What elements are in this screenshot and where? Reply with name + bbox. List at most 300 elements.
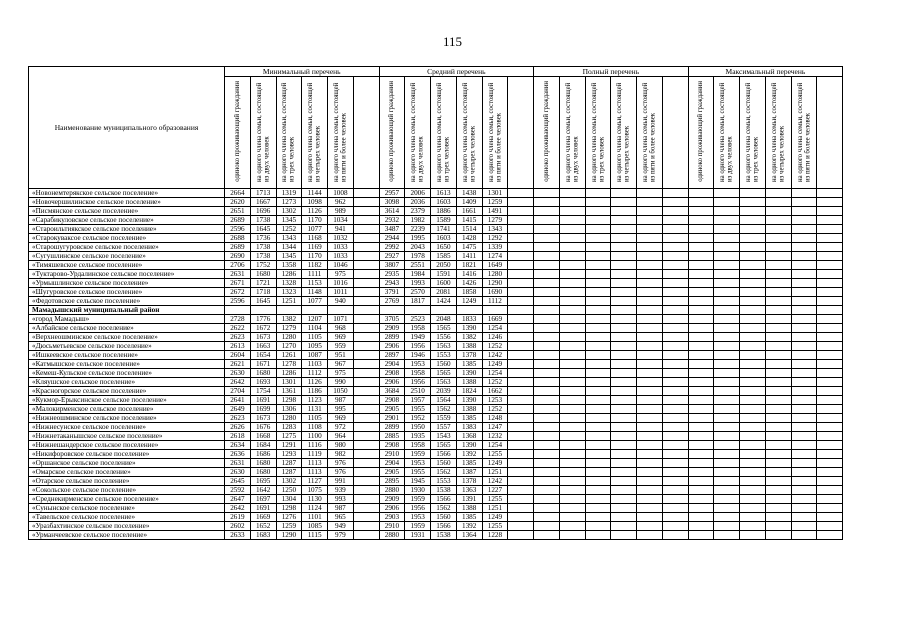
- value-cell: 1652: [250, 522, 276, 531]
- value-cell: 1098: [302, 198, 328, 207]
- value-cell: 1387: [456, 468, 482, 477]
- empty-cell: [637, 288, 663, 297]
- municipality-name: «Омарское сельское поселение»: [29, 468, 225, 477]
- empty-cell: [714, 387, 740, 396]
- empty-cell: [611, 189, 637, 198]
- empty-cell: [637, 522, 663, 531]
- empty-cell: [791, 369, 817, 378]
- empty-cell: [559, 522, 585, 531]
- empty-cell: [559, 441, 585, 450]
- empty-cell: [611, 261, 637, 270]
- value-cell: 2651: [225, 207, 251, 216]
- empty-cell: [817, 342, 843, 351]
- empty-cell: [559, 306, 585, 315]
- value-cell: 2935: [379, 270, 405, 279]
- empty-cell: [740, 495, 766, 504]
- empty-cell: [637, 243, 663, 252]
- value-cell: 1930: [405, 486, 431, 495]
- subcolumn-header: [431, 77, 457, 189]
- empty-cell: [637, 459, 663, 468]
- value-cell: 1886: [431, 207, 457, 216]
- empty-cell: [740, 468, 766, 477]
- empty-cell: [662, 216, 688, 225]
- subcolumn-header-text: одиноко проживающий гражданин: [233, 81, 241, 182]
- empty-cell: [637, 306, 663, 315]
- empty-cell: [817, 450, 843, 459]
- empty-cell: [534, 189, 560, 198]
- empty-cell: [765, 315, 791, 324]
- value-cell: 1982: [405, 216, 431, 225]
- subcolumn-header: [225, 77, 251, 189]
- empty-cell: [353, 468, 379, 477]
- value-cell: 1696: [250, 207, 276, 216]
- empty-cell: [740, 432, 766, 441]
- empty-cell: [740, 522, 766, 531]
- value-cell: [431, 306, 457, 315]
- empty-cell: [714, 522, 740, 531]
- value-cell: 1817: [405, 297, 431, 306]
- empty-cell: [791, 270, 817, 279]
- value-cell: 1424: [431, 297, 457, 306]
- empty-cell: [765, 513, 791, 522]
- empty-cell: [817, 225, 843, 234]
- empty-cell: [508, 333, 534, 342]
- value-cell: 2239: [405, 225, 431, 234]
- empty-cell: [585, 531, 611, 540]
- value-cell: 1683: [250, 531, 276, 540]
- value-cell: 1738: [250, 243, 276, 252]
- empty-cell: [740, 189, 766, 198]
- empty-cell: [662, 333, 688, 342]
- empty-cell: [534, 225, 560, 234]
- empty-cell: [508, 360, 534, 369]
- empty-cell: [740, 369, 766, 378]
- value-cell: 2645: [225, 477, 251, 486]
- value-cell: 1959: [405, 450, 431, 459]
- empty-cell: [637, 396, 663, 405]
- value-cell: 2636: [225, 450, 251, 459]
- empty-cell: [611, 360, 637, 369]
- municipality-name: «город Мамадыш»: [29, 315, 225, 324]
- value-cell: 979: [328, 531, 354, 540]
- value-cell: 1382: [456, 333, 482, 342]
- subcolumn-header: [508, 77, 534, 189]
- empty-cell: [714, 225, 740, 234]
- empty-cell: [740, 207, 766, 216]
- value-cell: 1273: [276, 198, 302, 207]
- empty-cell: [688, 342, 714, 351]
- empty-cell: [817, 261, 843, 270]
- empty-cell: [353, 378, 379, 387]
- empty-cell: [740, 216, 766, 225]
- table-row: [29, 261, 843, 270]
- empty-cell: [611, 396, 637, 405]
- empty-cell: [791, 225, 817, 234]
- value-cell: 1385: [456, 459, 482, 468]
- empty-cell: [585, 387, 611, 396]
- empty-cell: [791, 387, 817, 396]
- value-cell: 1100: [302, 432, 328, 441]
- value-cell: 1279: [482, 216, 508, 225]
- value-cell: 1249: [482, 360, 508, 369]
- value-cell: 1339: [482, 243, 508, 252]
- empty-cell: [637, 495, 663, 504]
- empty-cell: [688, 450, 714, 459]
- value-cell: 2379: [405, 207, 431, 216]
- value-cell: 1959: [405, 495, 431, 504]
- value-cell: 1564: [431, 396, 457, 405]
- value-cell: 1252: [482, 405, 508, 414]
- empty-cell: [611, 198, 637, 207]
- empty-cell: [791, 234, 817, 243]
- empty-cell: [765, 369, 791, 378]
- value-cell: 1956: [405, 504, 431, 513]
- value-cell: 1254: [482, 369, 508, 378]
- value-cell: 2908: [379, 441, 405, 450]
- value-cell: 1953: [405, 513, 431, 522]
- value-cell: 2642: [225, 378, 251, 387]
- municipality-name: «Малокирменское сельское поселение»: [29, 405, 225, 414]
- value-cell: 2050: [431, 261, 457, 270]
- empty-cell: [353, 252, 379, 261]
- value-cell: 1984: [405, 270, 431, 279]
- subcolumn-header: [791, 77, 817, 189]
- empty-cell: [740, 450, 766, 459]
- empty-cell: [559, 198, 585, 207]
- empty-cell: [637, 450, 663, 459]
- value-cell: 1242: [482, 477, 508, 486]
- value-cell: 2909: [379, 324, 405, 333]
- value-cell: 1170: [302, 216, 328, 225]
- value-cell: 1946: [405, 351, 431, 360]
- empty-cell: [611, 531, 637, 540]
- value-cell: 1566: [431, 495, 457, 504]
- empty-cell: [637, 279, 663, 288]
- empty-cell: [559, 459, 585, 468]
- empty-cell: [688, 270, 714, 279]
- value-cell: 2510: [405, 387, 431, 396]
- empty-cell: [688, 369, 714, 378]
- value-cell: 2602: [225, 522, 251, 531]
- empty-cell: [714, 477, 740, 486]
- empty-cell: [534, 270, 560, 279]
- empty-cell: [765, 441, 791, 450]
- empty-cell: [765, 432, 791, 441]
- subcolumn-header: [688, 77, 714, 189]
- empty-cell: [611, 468, 637, 477]
- value-cell: 1306: [276, 405, 302, 414]
- empty-cell: [611, 369, 637, 378]
- subcolumn-header: [662, 77, 688, 189]
- municipality-name: «Катмышское сельское поселение»: [29, 360, 225, 369]
- value-cell: 2688: [225, 234, 251, 243]
- empty-cell: [817, 216, 843, 225]
- subcolumn-header-text: на одного члена семьи, состоящей из трех человек: [436, 82, 451, 182]
- table-row: [29, 198, 843, 207]
- empty-cell: [714, 342, 740, 351]
- empty-cell: [508, 288, 534, 297]
- value-cell: 2880: [379, 531, 405, 540]
- empty-cell: [585, 369, 611, 378]
- empty-cell: [714, 369, 740, 378]
- empty-cell: [688, 288, 714, 297]
- empty-cell: [688, 504, 714, 513]
- empty-cell: [817, 459, 843, 468]
- empty-cell: [662, 270, 688, 279]
- subcolumn-header: [328, 77, 354, 189]
- value-cell: 1563: [431, 342, 457, 351]
- value-cell: 1085: [302, 522, 328, 531]
- empty-cell: [559, 423, 585, 432]
- value-cell: 951: [328, 351, 354, 360]
- empty-cell: [508, 198, 534, 207]
- value-cell: 1254: [482, 441, 508, 450]
- value-cell: 1668: [250, 432, 276, 441]
- empty-cell: [765, 414, 791, 423]
- empty-cell: [740, 243, 766, 252]
- empty-cell: [791, 459, 817, 468]
- empty-cell: [637, 315, 663, 324]
- value-cell: 1415: [456, 216, 482, 225]
- value-cell: 1071: [328, 315, 354, 324]
- value-cell: 1287: [276, 468, 302, 477]
- value-cell: 1562: [431, 504, 457, 513]
- empty-cell: [817, 522, 843, 531]
- value-cell: 1680: [250, 369, 276, 378]
- table-row: [29, 414, 843, 423]
- empty-cell: [637, 441, 663, 450]
- value-cell: 1287: [276, 459, 302, 468]
- value-cell: 1514: [456, 225, 482, 234]
- empty-cell: [508, 414, 534, 423]
- empty-cell: [353, 279, 379, 288]
- value-cell: 991: [328, 477, 354, 486]
- empty-cell: [714, 378, 740, 387]
- empty-cell: [534, 342, 560, 351]
- value-cell: 1255: [482, 522, 508, 531]
- empty-cell: [611, 216, 637, 225]
- empty-cell: [662, 477, 688, 486]
- empty-cell: [662, 234, 688, 243]
- empty-cell: [791, 288, 817, 297]
- value-cell: 1328: [276, 279, 302, 288]
- empty-cell: [534, 513, 560, 522]
- value-cell: 1113: [302, 459, 328, 468]
- value-cell: 975: [328, 369, 354, 378]
- empty-cell: [585, 378, 611, 387]
- empty-cell: [791, 342, 817, 351]
- value-cell: 1553: [431, 351, 457, 360]
- value-cell: [276, 306, 302, 315]
- empty-cell: [508, 270, 534, 279]
- empty-cell: [714, 198, 740, 207]
- empty-cell: [662, 369, 688, 378]
- empty-cell: [559, 468, 585, 477]
- value-cell: 1131: [302, 405, 328, 414]
- empty-cell: [714, 189, 740, 198]
- empty-cell: [353, 360, 379, 369]
- table-row: [29, 225, 843, 234]
- subcolumn-header-text: на одного члена семьи, состоящей из двух человек: [255, 82, 271, 182]
- value-cell: 1931: [405, 531, 431, 540]
- value-cell: 1691: [250, 396, 276, 405]
- table-row: [29, 342, 843, 351]
- empty-cell: [662, 468, 688, 477]
- value-cell: 1388: [456, 378, 482, 387]
- value-cell: 2551: [405, 261, 431, 270]
- value-cell: 1251: [482, 468, 508, 477]
- empty-cell: [585, 342, 611, 351]
- empty-cell: [688, 432, 714, 441]
- empty-cell: [353, 450, 379, 459]
- municipality-name: «Сокольское сельское поселение»: [29, 486, 225, 495]
- empty-cell: [353, 513, 379, 522]
- value-cell: 1345: [276, 216, 302, 225]
- empty-cell: [791, 450, 817, 459]
- empty-cell: [817, 531, 843, 540]
- empty-cell: [637, 369, 663, 378]
- empty-cell: [817, 288, 843, 297]
- empty-cell: [688, 396, 714, 405]
- empty-cell: [508, 207, 534, 216]
- empty-cell: [765, 396, 791, 405]
- empty-cell: [611, 504, 637, 513]
- value-cell: 1388: [456, 405, 482, 414]
- value-cell: 2957: [379, 189, 405, 198]
- empty-cell: [585, 450, 611, 459]
- value-cell: 1075: [302, 486, 328, 495]
- empty-cell: [353, 261, 379, 270]
- empty-cell: [637, 405, 663, 414]
- value-cell: 1119: [302, 450, 328, 459]
- value-cell: 1680: [250, 468, 276, 477]
- empty-cell: [534, 351, 560, 360]
- empty-cell: [817, 513, 843, 522]
- empty-cell: [765, 333, 791, 342]
- empty-cell: [765, 495, 791, 504]
- empty-cell: [637, 234, 663, 243]
- value-cell: 1034: [328, 216, 354, 225]
- value-cell: 1274: [482, 252, 508, 261]
- empty-cell: [714, 243, 740, 252]
- empty-cell: [534, 216, 560, 225]
- value-cell: 1390: [456, 441, 482, 450]
- empty-cell: [585, 216, 611, 225]
- value-cell: 1087: [302, 351, 328, 360]
- empty-cell: [765, 207, 791, 216]
- empty-cell: [611, 486, 637, 495]
- empty-cell: [508, 189, 534, 198]
- subcolumn-header: [740, 77, 766, 189]
- page-number: 115: [442, 34, 463, 49]
- value-cell: 1242: [482, 351, 508, 360]
- empty-cell: [559, 432, 585, 441]
- value-cell: 2619: [225, 513, 251, 522]
- empty-cell: [559, 207, 585, 216]
- empty-cell: [534, 198, 560, 207]
- value-cell: 1385: [456, 360, 482, 369]
- empty-cell: [508, 477, 534, 486]
- empty-cell: [817, 297, 843, 306]
- subcolumn-header: [817, 77, 843, 189]
- empty-cell: [688, 522, 714, 531]
- empty-cell: [508, 423, 534, 432]
- value-cell: 1280: [276, 333, 302, 342]
- empty-cell: [585, 234, 611, 243]
- value-cell: 1302: [276, 207, 302, 216]
- value-cell: 2906: [379, 342, 405, 351]
- value-cell: 1368: [456, 432, 482, 441]
- empty-cell: [817, 279, 843, 288]
- empty-cell: [662, 324, 688, 333]
- subcolumn-header-text: одиноко проживающий гражданин: [697, 81, 705, 182]
- empty-cell: [791, 378, 817, 387]
- empty-cell: [508, 378, 534, 387]
- empty-cell: [534, 288, 560, 297]
- empty-cell: [765, 252, 791, 261]
- empty-cell: [585, 333, 611, 342]
- empty-cell: [353, 297, 379, 306]
- value-cell: 1290: [276, 531, 302, 540]
- value-cell: 1186: [302, 387, 328, 396]
- empty-cell: [611, 252, 637, 261]
- empty-cell: [611, 342, 637, 351]
- empty-cell: [534, 450, 560, 459]
- value-cell: 1591: [431, 270, 457, 279]
- empty-cell: [534, 369, 560, 378]
- empty-cell: [559, 504, 585, 513]
- empty-cell: [534, 378, 560, 387]
- empty-cell: [559, 216, 585, 225]
- empty-cell: [353, 495, 379, 504]
- empty-cell: [508, 252, 534, 261]
- empty-cell: [637, 297, 663, 306]
- value-cell: 2641: [225, 396, 251, 405]
- empty-cell: [765, 198, 791, 207]
- empty-cell: [559, 477, 585, 486]
- value-cell: 2623: [225, 414, 251, 423]
- empty-cell: [765, 522, 791, 531]
- value-cell: 1690: [482, 288, 508, 297]
- value-cell: 982: [328, 450, 354, 459]
- empty-cell: [688, 387, 714, 396]
- table-row: [29, 333, 843, 342]
- value-cell: 2081: [431, 288, 457, 297]
- empty-cell: [508, 468, 534, 477]
- empty-cell: [353, 243, 379, 252]
- value-cell: 2944: [379, 234, 405, 243]
- value-cell: 1304: [276, 495, 302, 504]
- empty-cell: [353, 207, 379, 216]
- empty-cell: [740, 531, 766, 540]
- empty-cell: [688, 297, 714, 306]
- table-row: [29, 396, 843, 405]
- empty-cell: [817, 351, 843, 360]
- subcolumn-header: [611, 77, 637, 189]
- value-cell: 1671: [250, 360, 276, 369]
- table-row: [29, 468, 843, 477]
- group-header: Полный перечень: [534, 67, 689, 77]
- value-cell: 989: [328, 207, 354, 216]
- empty-cell: [817, 306, 843, 315]
- empty-cell: [585, 459, 611, 468]
- empty-cell: [714, 261, 740, 270]
- subcolumn-header-text: на одного члена семьи, состоящей из пяти и более человек: [796, 82, 812, 182]
- empty-cell: [534, 243, 560, 252]
- empty-cell: [508, 513, 534, 522]
- value-cell: 940: [328, 297, 354, 306]
- empty-cell: [714, 513, 740, 522]
